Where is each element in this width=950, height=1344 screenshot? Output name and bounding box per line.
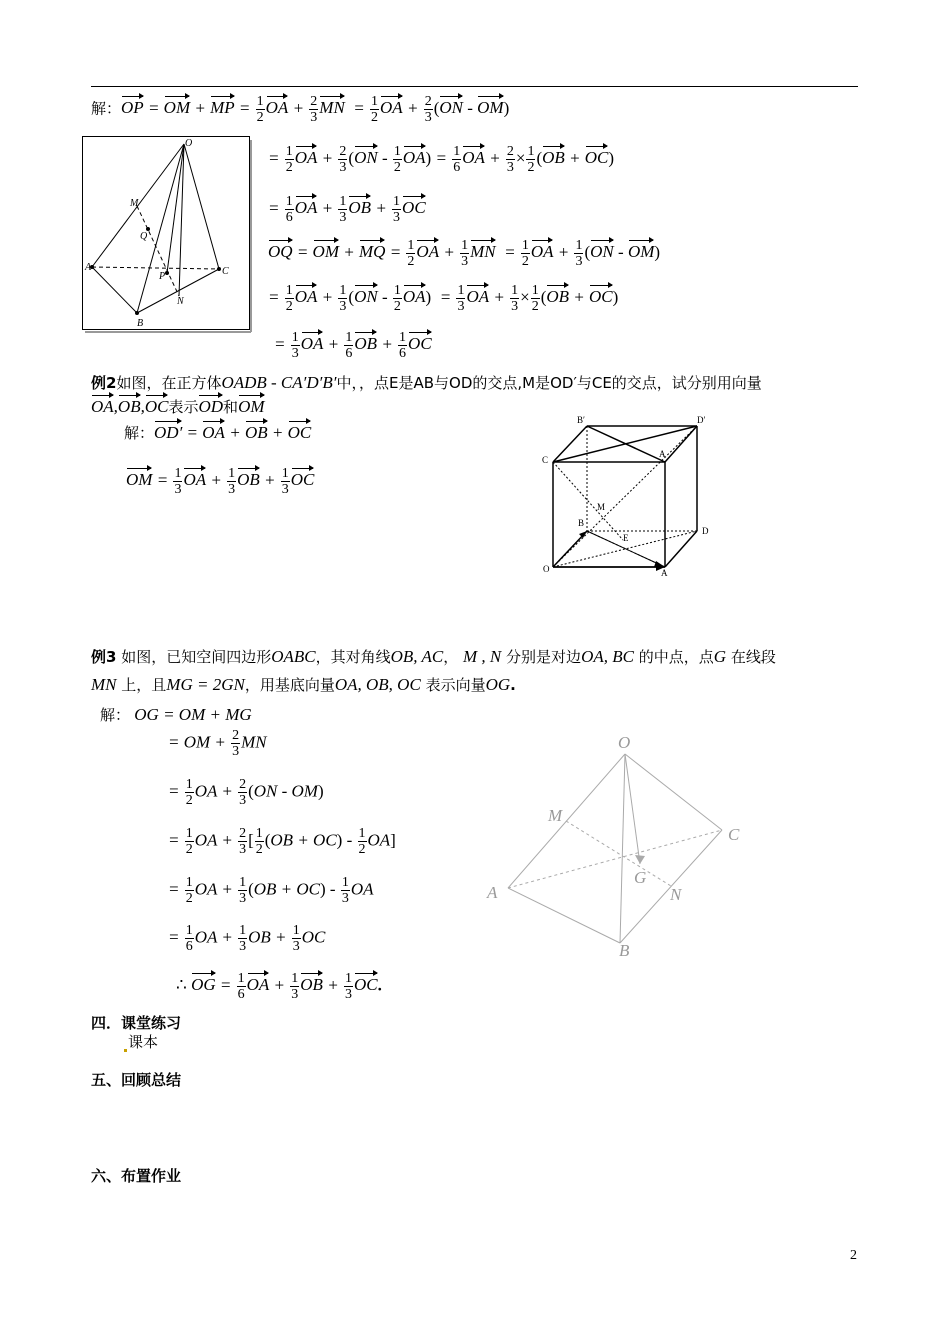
ex3-solution-line-1: 解： OG = OM + MG xyxy=(100,705,252,724)
fig3-label-b: B xyxy=(619,941,630,960)
ex3-solution-line-5: = $\frac{1}{2}$ OA + $\frac{1}{3}$ (OB + OC) - $\frac{1}{3}$ OA xyxy=(168,875,374,906)
fig1-label-o: O xyxy=(185,138,193,149)
fig1-label-a: A xyxy=(85,262,92,273)
ex3-solution-line-4: = $\frac{1}{2}$ OA + $\frac{2}{3}$ [ $\frac{1}{2}$ (OB + OC) - $\frac{1}{2}$ OA] xyxy=(168,826,396,857)
ex3-statement-line-1: 例3 如图，已知空间四边形OABC，其对角线OB, AC， M , N 分别是对边OA, BC 的中点，点G 在线段 xyxy=(91,647,776,666)
fig3-label-m: M xyxy=(548,806,563,825)
cube-label-d: D xyxy=(702,526,709,536)
ex2-statement-line-2: OA,OB,OC表示OD和OM xyxy=(91,394,265,417)
section-4-body: 课本 xyxy=(124,1031,158,1052)
cube-label-o: O xyxy=(543,564,550,574)
cube-label-a1: A xyxy=(659,449,666,459)
ex3-solution-line-6: = $\frac{1}{6}$ OA + $\frac{1}{3}$ OB + $\frac{1}{3}$ OC xyxy=(168,923,326,954)
fig1-label-b: B xyxy=(137,318,144,329)
ex3-tetrahedron-figure xyxy=(480,728,760,968)
section-6-title: 六、布置作业 xyxy=(91,1167,182,1185)
ex2-solution-line-1: 解：OD′ = OA + OB + OC xyxy=(124,420,311,443)
fig1-label-p: P xyxy=(159,271,166,282)
ex1-line-2: = $\frac{1}{2}$ OA + $\frac{2}{3}$ (ON - $\frac{1}{2}$ OA) = $\frac{1}{6}$ OA + $\frac{2}{3}$ × $\frac{1}{2}$ (OB + OC) xyxy=(268,144,615,175)
ex2-cube-figure xyxy=(535,410,720,580)
cube-label-b: B xyxy=(578,518,585,528)
cube-label-a: A xyxy=(661,568,668,578)
section-5-title: 五、回顾总结 xyxy=(91,1071,182,1089)
cube-label-d1: D′ xyxy=(697,415,706,425)
fig3-label-n: N xyxy=(670,885,682,904)
fig1-label-c: C xyxy=(222,266,229,277)
cube-label-c: C xyxy=(542,455,549,465)
page-number: 2 xyxy=(850,1248,857,1263)
ex3-solution-line-7: ∴ OG = $\frac{1}{6}$ OA + $\frac{1}{3}$ OB + $\frac{1}{3}$ OC. xyxy=(176,971,382,1002)
fig3-label-o: O xyxy=(618,733,631,752)
fig3-label-g: G xyxy=(634,868,647,887)
ex1-line-6: = $\frac{1}{3}$ OA + $\frac{1}{6}$ OB + $\frac{1}{6}$ OC xyxy=(274,330,432,361)
ex3-statement-line-2: MN 上，且MG = 2GN，用基底向量OA, OB, OC 表示向量OG. xyxy=(91,675,516,694)
fig1-label-q: Q xyxy=(140,231,148,242)
cube-label-m: M xyxy=(597,502,606,512)
cube-label-e: E xyxy=(623,533,629,543)
cube-label-b1: B′ xyxy=(577,415,585,425)
fig3-label-c: C xyxy=(728,825,740,844)
section-4-title: 四．课堂练习 xyxy=(91,1014,182,1032)
ex1-line-1: 解：OP = OM + MP = $\frac{1}{2}$ OA + $\frac{2}{3}$ MN = $\frac{1}{2}$ OA + $\frac{2}{3}$ (ON - OM) xyxy=(91,94,510,125)
marker-dot xyxy=(124,1049,127,1052)
ex1-line-5: = $\frac{1}{2}$ OA + $\frac{1}{3}$ (ON - $\frac{1}{2}$ OA) = $\frac{1}{3}$ OA + $\frac{1}{3}$ × $\frac{1}{2}$ (OB + OC) xyxy=(268,283,619,314)
ex1-figure xyxy=(82,136,252,333)
fig3-label-a: A xyxy=(487,883,498,902)
ex2-statement-line-1: 例2如图，在正方体OADB - CA′D′B′中，，点E是AB与OD的交点,M是OD′与CE的交点，试分别用向量 xyxy=(91,373,762,392)
ex3-solution-line-2: = OM + $\frac{2}{3}$ MN xyxy=(168,728,267,759)
ex2-solution-line-2: OM = $\frac{1}{3}$ OA + $\frac{1}{3}$ OB + $\frac{1}{3}$ OC xyxy=(126,466,315,497)
ex1-line-3: = $\frac{1}{6}$ OA + $\frac{1}{3}$ OB + $\frac{1}{3}$ OC xyxy=(268,194,426,225)
ex1-line-4: OQ = OM + MQ = $\frac{1}{2}$ OA + $\frac{1}{3}$ MN = $\frac{1}{2}$ OA + $\frac{1}{3}$ (ON - OM) xyxy=(268,238,661,269)
header-rule xyxy=(91,86,858,87)
fig1-label-m: M xyxy=(130,198,139,209)
fig1-label-n: N xyxy=(177,296,184,307)
ex3-solution-line-3: = $\frac{1}{2}$ OA + $\frac{2}{3}$ (ON - OM) xyxy=(168,777,324,808)
